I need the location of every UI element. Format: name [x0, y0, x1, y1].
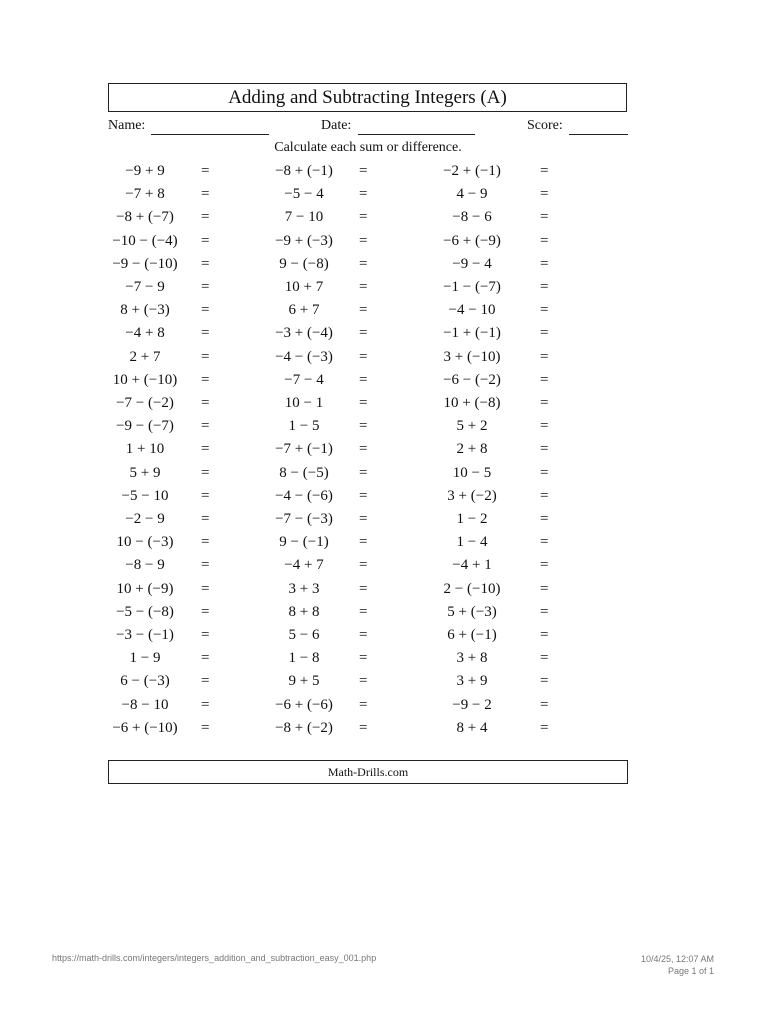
problem-expression: 10 + (−9): [116, 580, 174, 597]
equals-sign: =: [359, 511, 368, 527]
problem-expression: 8 + 8: [288, 603, 320, 620]
problem-expression: 3 + (−2): [447, 487, 497, 504]
equals-sign: =: [540, 163, 549, 179]
equals-sign: =: [540, 627, 549, 643]
problem-expression: 10 + (−8): [443, 395, 501, 411]
equals-sign: =: [359, 302, 368, 319]
problem-expression: −7 + 8: [125, 186, 165, 203]
equals-sign: =: [201, 395, 210, 411]
problem-expression: 10 − 5: [452, 464, 492, 481]
equals-sign: =: [540, 279, 549, 295]
equals-sign: =: [540, 348, 549, 365]
problem-expression: −6 + (−10): [112, 719, 178, 736]
equals-sign: =: [540, 395, 549, 411]
problem-expression: 6 − (−3): [120, 673, 170, 690]
score-label: Score:: [527, 118, 563, 133]
print-page-number: Page 1 of 1: [667, 966, 714, 976]
equals-sign: =: [540, 603, 549, 620]
problem-expression: 3 + 3: [288, 580, 320, 597]
problem-expression: 4 − 9: [456, 186, 488, 203]
equals-sign: =: [359, 279, 368, 295]
equals-sign: =: [359, 348, 368, 365]
equals-sign: =: [540, 557, 549, 574]
print-datetime: 10/4/25, 12:07 AM: [640, 954, 714, 964]
problem-expression: 2 + 7: [129, 348, 161, 365]
equals-sign: =: [201, 209, 210, 226]
equals-sign: =: [201, 302, 210, 319]
equals-sign: =: [201, 557, 210, 574]
equals-sign: =: [359, 395, 368, 411]
problem-expression: −4 − (−6): [275, 487, 333, 504]
problem-expression: −9 − 2: [452, 696, 492, 713]
problem-expression: 9 + 5: [288, 673, 320, 690]
problem-expression: 6 + (−1): [447, 627, 497, 643]
problem-expression: −4 − 10: [448, 302, 496, 319]
problem-expression: −5 − 10: [121, 487, 169, 504]
equals-sign: =: [201, 627, 210, 643]
equals-sign: =: [540, 302, 549, 319]
problem-expression: −5 − (−8): [116, 603, 174, 620]
date-label: Date:: [321, 118, 352, 133]
equals-sign: =: [201, 487, 210, 504]
problem-expression: 1 − 4: [456, 534, 488, 551]
equals-sign: =: [359, 464, 368, 481]
equals-sign: =: [201, 232, 210, 249]
equals-sign: =: [201, 580, 210, 597]
equals-sign: =: [359, 673, 368, 690]
problem-expression: 1 − 2: [456, 511, 488, 527]
equals-sign: =: [201, 255, 210, 272]
equals-sign: =: [540, 255, 549, 272]
problem-expression: −7 − 4: [284, 371, 324, 388]
instructions: Calculate each sum or difference.: [274, 140, 462, 155]
problem-expression: −2 − 9: [125, 511, 165, 527]
problem-expression: −6 + (−6): [275, 696, 333, 713]
problem-expression: 10 + 7: [284, 279, 324, 295]
print-url: https://math-drills.com/integers/integers_addition_and_subtraction_easy_001.php: [52, 953, 377, 963]
problem-expression: −8 − 6: [452, 209, 492, 226]
equals-sign: =: [540, 487, 549, 504]
problem-expression: −3 − (−1): [116, 627, 174, 643]
problem-expression: −9 + 9: [125, 163, 165, 179]
equals-sign: =: [201, 441, 210, 458]
equals-sign: =: [540, 441, 549, 458]
problem-expression: −9 − (−10): [112, 255, 178, 272]
problem-expression: 10 − 1: [284, 395, 324, 411]
equals-sign: =: [359, 186, 368, 203]
problem-expression: 9 − (−1): [279, 534, 329, 551]
problem-expression: 8 + (−3): [120, 302, 170, 319]
problem-expression: −6 + (−9): [443, 232, 501, 249]
equals-sign: =: [540, 209, 549, 226]
problem-expression: 3 + 9: [456, 673, 488, 690]
equals-sign: =: [540, 325, 549, 342]
worksheet-title: [108, 83, 627, 112]
equals-sign: =: [201, 534, 210, 551]
problem-expression: 1 − 8: [288, 650, 320, 667]
problem-expression: −7 + (−1): [275, 441, 333, 458]
problem-expression: 2 + 8: [456, 441, 488, 458]
problem-expression: −8 − 9: [125, 557, 165, 574]
name-line: [151, 134, 269, 135]
equals-sign: =: [359, 232, 368, 249]
problem-expression: −9 − (−7): [116, 418, 174, 435]
equals-sign: =: [359, 719, 368, 736]
worksheet-title-text: Adding and Subtracting Integers (A): [228, 86, 507, 108]
worksheet-footer: [108, 760, 628, 784]
equals-sign: =: [540, 534, 549, 551]
problem-expression: −7 − 9: [125, 279, 165, 295]
problem-expression: −2 + (−1): [443, 163, 501, 179]
problem-expression: −7 − (−2): [116, 395, 174, 411]
problem-expression: −10 − (−4): [112, 232, 178, 249]
equals-sign: =: [359, 325, 368, 342]
equals-sign: =: [359, 163, 368, 179]
equals-sign: =: [359, 627, 368, 643]
problem-expression: 5 − 6: [288, 627, 320, 643]
problem-expression: 7 − 10: [284, 209, 324, 226]
problem-expression: 3 + (−10): [443, 348, 501, 365]
problem-expression: 5 + 9: [129, 464, 161, 481]
equals-sign: =: [359, 418, 368, 435]
problem-expression: −7 − (−3): [275, 511, 333, 527]
equals-sign: =: [359, 371, 368, 388]
problem-expression: 9 − (−8): [279, 255, 329, 272]
equals-sign: =: [540, 371, 549, 388]
equals-sign: =: [540, 186, 549, 203]
equals-sign: =: [359, 209, 368, 226]
info-row: [108, 118, 628, 138]
equals-sign: =: [359, 603, 368, 620]
problem-expression: 5 + (−3): [447, 603, 497, 620]
equals-sign: =: [201, 163, 210, 179]
equals-sign: =: [201, 418, 210, 435]
problem-expression: 6 + 7: [288, 302, 320, 319]
equals-sign: =: [540, 719, 549, 736]
problem-expression: −1 − (−7): [443, 279, 501, 295]
footer-text: Math-Drills.com: [327, 764, 409, 779]
problem-expression: −9 − 4: [452, 255, 492, 272]
equals-sign: =: [201, 603, 210, 620]
equals-sign: =: [540, 673, 549, 690]
problem-expression: −8 + (−2): [275, 719, 333, 736]
equals-sign: =: [201, 719, 210, 736]
problem-expression: −4 − (−3): [275, 348, 333, 365]
equals-sign: =: [540, 418, 549, 435]
problem-expression: −1 + (−1): [443, 325, 501, 342]
equals-sign: =: [359, 696, 368, 713]
equals-sign: =: [359, 441, 368, 458]
equals-sign: =: [201, 186, 210, 203]
score-line: [569, 134, 628, 135]
problem-expression: 10 − (−3): [116, 534, 174, 551]
problem-expression: −9 + (−3): [275, 232, 333, 249]
problem-expression: 2 − (−10): [443, 580, 501, 597]
equals-sign: =: [540, 511, 549, 527]
problem-expression: −4 + 1: [452, 557, 492, 574]
equals-sign: =: [359, 255, 368, 272]
equals-sign: =: [540, 696, 549, 713]
equals-sign: =: [201, 325, 210, 342]
equals-sign: =: [540, 464, 549, 481]
problem-expression: 1 − 9: [129, 650, 161, 667]
equals-sign: =: [540, 232, 549, 249]
equals-sign: =: [201, 650, 210, 667]
print-meta: [641, 953, 714, 977]
problem-expression: −5 − 4: [284, 186, 324, 203]
problem-expression: 10 + (−10): [112, 371, 178, 388]
equals-sign: =: [201, 371, 210, 388]
problem-expression: −8 + (−1): [275, 163, 333, 179]
equals-sign: =: [201, 348, 210, 365]
problem-expression: −6 − (−2): [443, 371, 501, 388]
problem-expression: 5 + 2: [456, 418, 488, 435]
equals-sign: =: [359, 580, 368, 597]
equals-sign: =: [201, 279, 210, 295]
problem-expression: 8 − (−5): [279, 464, 329, 481]
problem-expression: −4 + 8: [125, 325, 165, 342]
problem-expression: −4 + 7: [284, 557, 324, 574]
date-line: [358, 134, 475, 135]
problem-expression: −8 − 10: [121, 696, 169, 713]
name-label: Name:: [108, 118, 146, 133]
equals-sign: =: [540, 650, 549, 667]
equals-sign: =: [201, 511, 210, 527]
problem-expression: 8 + 4: [456, 719, 488, 736]
problem-expression: −8 + (−7): [116, 209, 174, 226]
problem-expression: −3 + (−4): [275, 325, 333, 342]
problem-expression: 3 + 8: [456, 650, 488, 667]
equals-sign: =: [201, 673, 210, 690]
equals-sign: =: [359, 650, 368, 667]
problem-expression: 1 + 10: [125, 441, 165, 458]
problem-expression: 1 − 5: [288, 418, 320, 435]
equals-sign: =: [359, 534, 368, 551]
equals-sign: =: [359, 557, 368, 574]
equals-sign: =: [540, 580, 549, 597]
equals-sign: =: [359, 487, 368, 504]
equals-sign: =: [201, 464, 210, 481]
equals-sign: =: [201, 696, 210, 713]
